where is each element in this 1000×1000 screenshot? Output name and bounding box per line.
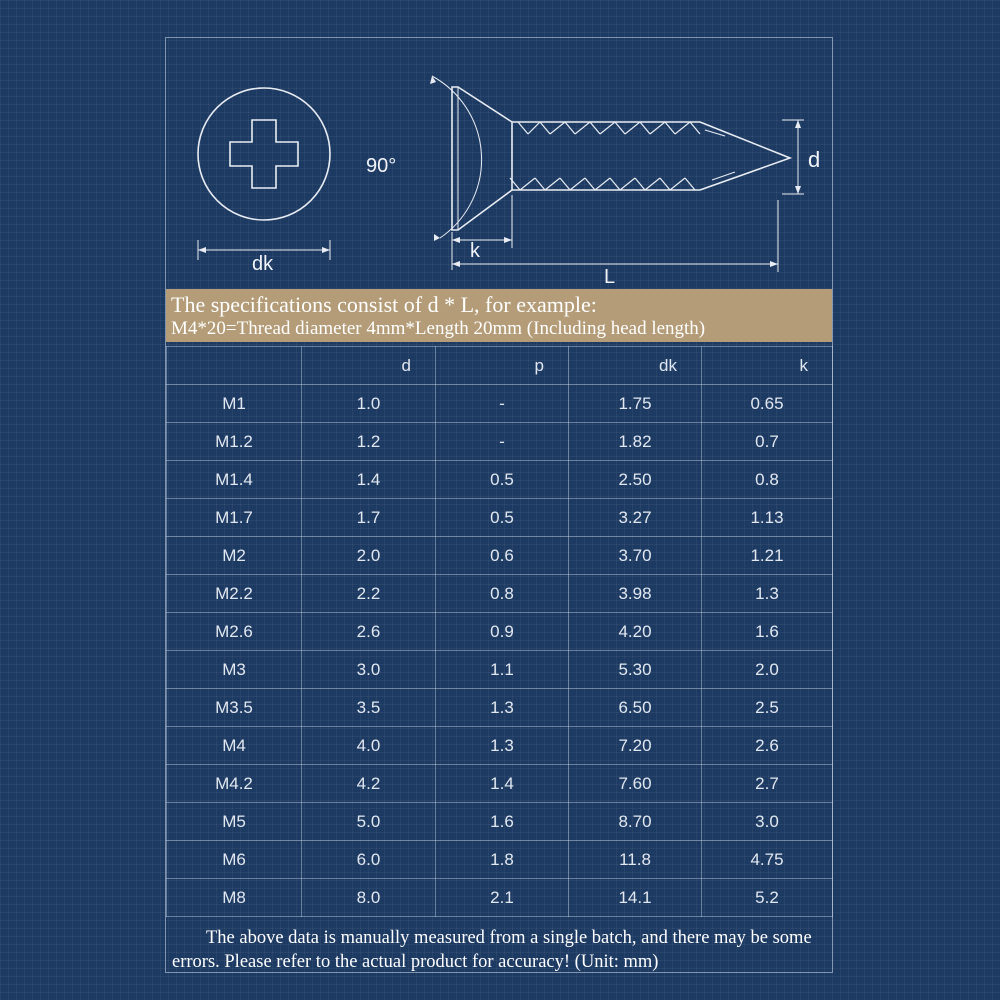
k-cell: 0.8 [702, 461, 833, 499]
d-cell: 2.0 [302, 537, 436, 575]
header-cell: p [436, 347, 569, 385]
size-cell: M4 [167, 727, 302, 765]
d-cell: 5.0 [302, 803, 436, 841]
size-cell: M2.2 [167, 575, 302, 613]
d-cell: 1.0 [302, 385, 436, 423]
banner-line-2: M4*20=Thread diameter 4mm*Length 20mm (Including head length) [171, 318, 706, 339]
size-cell: M8 [167, 879, 302, 917]
screw-diagram [0, 0, 1000, 290]
k-label: k [470, 240, 480, 262]
d-label: d [808, 147, 821, 172]
d-cell: 3.0 [302, 651, 436, 689]
dk-cell: 6.50 [569, 689, 702, 727]
size-cell: M1.7 [167, 499, 302, 537]
header-cell: k [702, 347, 833, 385]
size-cell: M5 [167, 803, 302, 841]
size-cell: M1.4 [167, 461, 302, 499]
table-row [167, 879, 833, 917]
table-row [167, 575, 833, 613]
d-cell: 6.0 [302, 841, 436, 879]
d-cell: 2.6 [302, 613, 436, 651]
k-cell: 0.65 [702, 385, 833, 423]
p-cell: - [436, 385, 569, 423]
k-cell: 2.6 [702, 727, 833, 765]
dk-cell: 3.98 [569, 575, 702, 613]
screw-drawing [0, 0, 1000, 290]
p-cell: 1.4 [436, 765, 569, 803]
table-row [167, 727, 833, 765]
L-label: L [604, 266, 616, 288]
table-row [167, 765, 833, 803]
p-cell: 0.9 [436, 613, 569, 651]
dk-label: dk [252, 253, 274, 275]
p-cell: 0.8 [436, 575, 569, 613]
size-cell: M3.5 [167, 689, 302, 727]
d-cell: 4.2 [302, 765, 436, 803]
table-header-row [167, 347, 833, 385]
dk-cell: 7.60 [569, 765, 702, 803]
spec-banner [166, 289, 832, 342]
p-cell: 1.8 [436, 841, 569, 879]
d-cell: 1.7 [302, 499, 436, 537]
size-cell: M6 [167, 841, 302, 879]
d-cell: 8.0 [302, 879, 436, 917]
p-cell: 1.6 [436, 803, 569, 841]
table-row [167, 689, 833, 727]
table-row [167, 613, 833, 651]
size-cell: M2 [167, 537, 302, 575]
size-cell: M4.2 [167, 765, 302, 803]
header-cell: d [302, 347, 436, 385]
k-cell: 2.0 [702, 651, 833, 689]
screw-head-top-view [198, 88, 330, 220]
d-cell: 1.2 [302, 423, 436, 461]
dk-cell: 11.8 [569, 841, 702, 879]
p-cell: 1.1 [436, 651, 569, 689]
dk-cell: 2.50 [569, 461, 702, 499]
header-cell [167, 347, 302, 385]
banner-line-1: The specifications consist of d * L, for example: [171, 292, 597, 317]
table-row [167, 841, 833, 879]
k-cell: 0.7 [702, 423, 833, 461]
dk-cell: 4.20 [569, 613, 702, 651]
table-row [167, 803, 833, 841]
size-cell: M2.6 [167, 613, 302, 651]
k-cell: 4.75 [702, 841, 833, 879]
k-cell: 3.0 [702, 803, 833, 841]
k-cell: 1.21 [702, 537, 833, 575]
table-row [167, 423, 833, 461]
angle-label: 90° [366, 155, 397, 177]
p-cell: - [436, 423, 569, 461]
dk-cell: 1.75 [569, 385, 702, 423]
footer-note: The above data is manually measured from a single batch, and there may be some errors. Please refer to the actual product for accuracy! (Unit: mm) [172, 928, 812, 972]
dk-cell: 7.20 [569, 727, 702, 765]
size-cell: M3 [167, 651, 302, 689]
k-cell: 2.5 [702, 689, 833, 727]
table-row [167, 651, 833, 689]
d-cell: 2.2 [302, 575, 436, 613]
k-cell: 5.2 [702, 879, 833, 917]
dk-cell: 3.70 [569, 537, 702, 575]
dk-cell: 3.27 [569, 499, 702, 537]
phillips-cross-icon [230, 120, 298, 188]
d-cell: 4.0 [302, 727, 436, 765]
table-row [167, 385, 833, 423]
k-cell: 1.3 [702, 575, 833, 613]
p-cell: 0.6 [436, 537, 569, 575]
dk-cell: 5.30 [569, 651, 702, 689]
table-row [167, 537, 833, 575]
d-cell: 1.4 [302, 461, 436, 499]
size-cell: M1 [167, 385, 302, 423]
p-cell: 0.5 [436, 499, 569, 537]
p-cell: 1.3 [436, 689, 569, 727]
p-cell: 1.3 [436, 727, 569, 765]
size-cell: M1.2 [167, 423, 302, 461]
table-row [167, 499, 833, 537]
d-cell: 3.5 [302, 689, 436, 727]
dk-cell: 1.82 [569, 423, 702, 461]
spec-table [166, 346, 833, 917]
p-cell: 0.5 [436, 461, 569, 499]
k-cell: 1.6 [702, 613, 833, 651]
p-cell: 2.1 [436, 879, 569, 917]
header-cell: dk [569, 347, 702, 385]
dk-cell: 14.1 [569, 879, 702, 917]
k-cell: 2.7 [702, 765, 833, 803]
dk-cell: 8.70 [569, 803, 702, 841]
table-row [167, 461, 833, 499]
k-cell: 1.13 [702, 499, 833, 537]
